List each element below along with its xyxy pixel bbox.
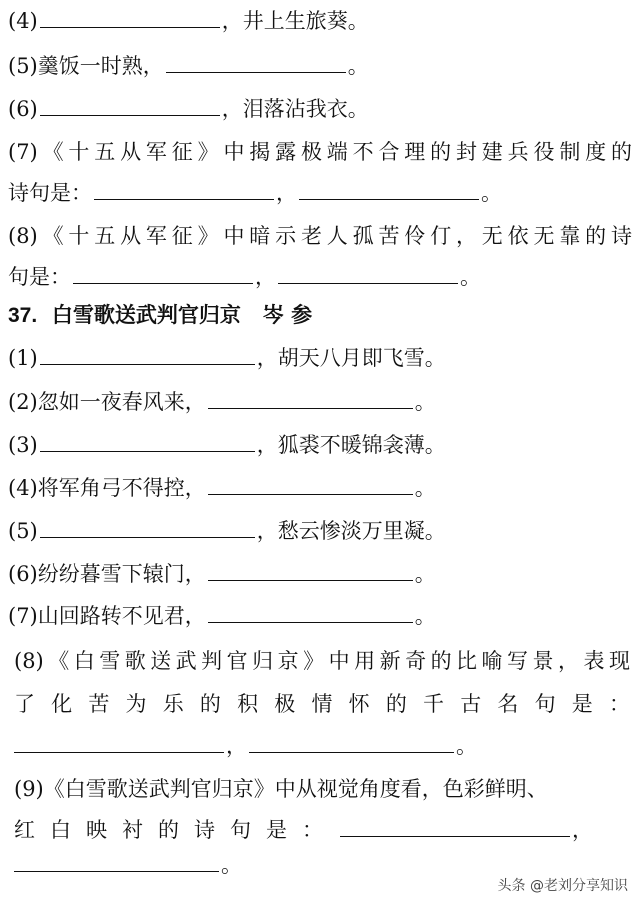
item-number: (1): [8, 346, 38, 370]
answer-blank[interactable]: [40, 344, 255, 365]
answer-blank[interactable]: [249, 732, 454, 753]
question-line: 诗句是： ， 。: [8, 181, 502, 205]
poem-author: 岑 参: [262, 302, 313, 327]
answer-blank[interactable]: [14, 851, 219, 872]
question-text: 了化苦为乐的积极情怀的千古名句是：: [14, 692, 630, 716]
answer-blank[interactable]: [299, 179, 479, 200]
question-line: (6)纷纷暮雪下辕门， 。: [8, 562, 436, 586]
answer-blank[interactable]: [73, 263, 253, 284]
question-line: ， 。: [14, 731, 638, 761]
question-line: (5) ，愁云惨淡万里凝。: [8, 519, 446, 543]
question-line: 句是： ， 。: [8, 265, 481, 289]
answer-blank[interactable]: [14, 732, 224, 753]
answer-blank[interactable]: [340, 816, 570, 837]
answer-blank[interactable]: [40, 431, 255, 452]
answer-blank[interactable]: [166, 52, 346, 73]
item-number: (3): [8, 433, 38, 457]
answer-blank[interactable]: [40, 7, 220, 28]
section-number: 37.: [8, 304, 38, 327]
answer-blank[interactable]: [208, 602, 413, 623]
answer-blank[interactable]: [208, 560, 413, 581]
item-number: (5): [8, 519, 38, 543]
item-number: (7): [8, 604, 38, 628]
question-text: (7)《十五从军征》中揭露极端不合理的封建兵役制度的: [8, 140, 632, 164]
item-number: (5): [8, 54, 38, 78]
question-line: 红白映衬的诗句是： ，: [14, 818, 593, 842]
answer-blank[interactable]: [40, 517, 255, 538]
item-number: (6): [8, 562, 38, 586]
question-line: (5)羹饭一时熟， 。: [8, 54, 369, 78]
question-line: (6) ，泪落沾我衣。: [8, 97, 369, 121]
item-number: (2): [8, 390, 38, 414]
question-line: (4) ，井上生旅葵。: [8, 9, 369, 33]
item-number: (4): [8, 9, 38, 33]
answer-blank[interactable]: [40, 95, 220, 116]
question-line: (2)忽如一夜春风来， 。: [8, 390, 436, 414]
question-line: 。: [14, 850, 638, 880]
question-text: (8)《十五从军征》中暗示老人孤苦伶仃，无依无靠的诗: [8, 224, 632, 248]
poem-title: 白雪歌送武判官归京: [51, 302, 241, 327]
question-line: (4)将军角弓不得控， 。: [8, 476, 436, 500]
question-line: (1) ，胡天八月即飞雪。: [8, 346, 446, 370]
section-heading: [8, 300, 632, 331]
answer-blank[interactable]: [94, 179, 274, 200]
answer-blank[interactable]: [208, 474, 413, 495]
item-number: (6): [8, 97, 38, 121]
question-line: (3) ，狐裘不暖锦衾薄。: [8, 433, 446, 457]
answer-blank[interactable]: [278, 263, 458, 284]
watermark: 头条 @老刘分享知识: [497, 878, 628, 894]
question-text: (9)《白雪歌送武判官归京》中从视觉角度看，色彩鲜明、: [14, 777, 548, 801]
item-number: (4): [8, 476, 38, 500]
question-text: (8)《白雪歌送武判官归京》中用新奇的比喻写景，表现: [14, 649, 630, 673]
answer-blank[interactable]: [208, 388, 413, 409]
question-line: (7)山回路转不见君， 。: [8, 604, 436, 628]
